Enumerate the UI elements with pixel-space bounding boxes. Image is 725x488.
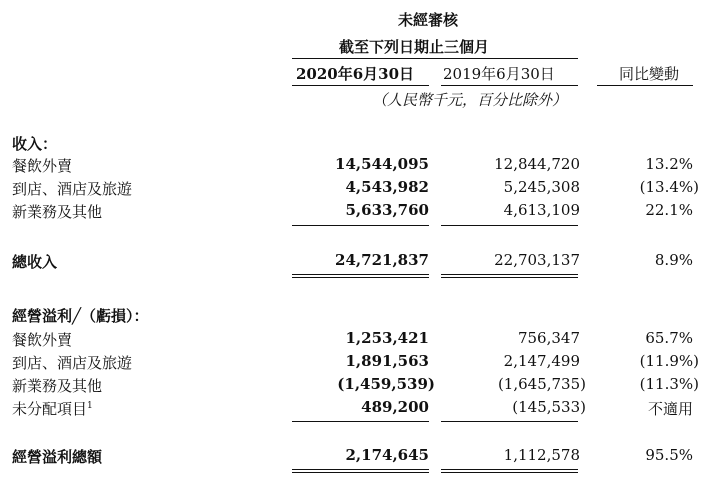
revenue-row-2019: 12,844,720 (494, 155, 580, 173)
revenue-row-yoy: 22.1% (645, 201, 693, 219)
revenue-subtotal-rule (292, 225, 429, 226)
header-period-underline (292, 58, 578, 59)
header-col2-underline (441, 85, 578, 86)
total-operating-2019: 1,112,578 (503, 446, 580, 464)
revenue-row-2019: 4,613,109 (503, 201, 580, 219)
header-col1-underline (292, 85, 429, 86)
header-unaudited: 未經審核 (398, 11, 459, 29)
revenue-row-yoy: 13.2% (645, 155, 693, 173)
operating-row-label: 到店、酒店及旅遊 (12, 354, 133, 372)
total-revenue-double-rule (292, 274, 429, 275)
total-operating-2020: 2,174,645 (345, 446, 429, 464)
header-col-2020: 2020年6月30日 (296, 65, 415, 83)
total-operating-label: 經營溢利總額 (12, 448, 103, 466)
operating-row-2019: 2,147,499 (503, 352, 580, 370)
total-revenue-2020: 24,721,837 (335, 251, 429, 269)
operating-row-2020: (1,459,539) (337, 375, 435, 393)
revenue-subtotal-rule (441, 225, 578, 226)
revenue-row-2019: 5,245,308 (503, 178, 580, 196)
operating-row-2020: 1,253,421 (345, 329, 429, 347)
operating-row-2019: (1,645,735) (497, 375, 586, 393)
operating-row-yoy: (11.3%) (639, 375, 699, 393)
operating-row-2019: 756,347 (517, 329, 580, 347)
operating-row-label: 新業務及其他 (12, 377, 103, 395)
operating-row-yoy: (11.9%) (639, 352, 699, 370)
revenue-row-label: 到店、酒店及旅遊 (12, 180, 133, 198)
operating-row-label-text: 未分配項目 (12, 400, 88, 418)
total-operating-double-rule (441, 469, 578, 470)
operating-row-label (12, 398, 93, 419)
total-operating-yoy: 95.5% (645, 446, 693, 464)
total-revenue-double-rule (292, 277, 429, 278)
operating-row-label: 餐飲外賣 (12, 331, 73, 349)
revenue-row-2020: 4,543,982 (345, 178, 429, 196)
total-revenue-label: 總收入 (12, 253, 58, 271)
footnote-marker: 1 (87, 401, 93, 411)
operating-row-yoy: 不適用 (647, 400, 693, 418)
total-operating-double-rule (292, 472, 429, 473)
operating-row-yoy: 65.7% (645, 329, 693, 347)
total-operating-double-rule (441, 472, 578, 473)
operating-section-title: 經營溢利╱（虧損）： (12, 307, 149, 325)
unit-note: （人民幣千元，百分比除外） (372, 91, 568, 109)
total-operating-double-rule (292, 469, 429, 470)
revenue-section-title: 收入： (12, 135, 58, 153)
revenue-row-label: 新業務及其他 (12, 203, 103, 221)
header-col3-underline (597, 85, 693, 86)
header-col-2019: 2019年6月30日 (443, 65, 555, 83)
header-col-yoy: 同比變動 (619, 65, 680, 83)
total-revenue-double-rule (441, 277, 578, 278)
operating-row-2020: 1,891,563 (345, 352, 429, 370)
revenue-row-2020: 14,544,095 (335, 155, 429, 173)
revenue-row-yoy: (13.4%) (639, 178, 699, 196)
operating-row-2019: (145,533) (512, 398, 586, 416)
operating-row-2020: 489,200 (361, 398, 429, 416)
revenue-row-2020: 5,633,760 (345, 201, 429, 219)
total-revenue-yoy: 8.9% (654, 251, 693, 269)
operating-subtotal-rule (292, 421, 429, 422)
revenue-row-label: 餐飲外賣 (12, 157, 73, 175)
header-period: 截至下列日期止三個月 (339, 38, 490, 56)
total-revenue-2019: 22,703,137 (494, 251, 580, 269)
total-revenue-double-rule (441, 274, 578, 275)
operating-subtotal-rule (441, 421, 578, 422)
